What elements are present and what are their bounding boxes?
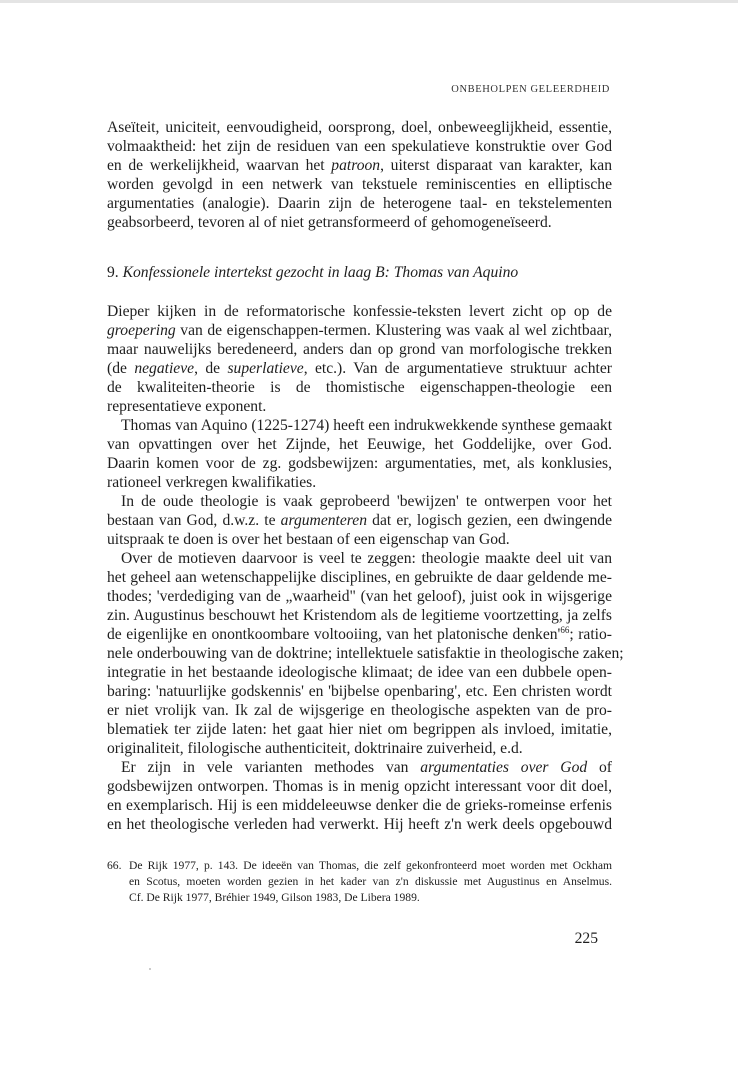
footnote-ref[interactable]: 66	[560, 624, 570, 635]
text-line: er niet vrolijk van. Ik zal de wijsgerige en theologische aspekten van de pro-	[107, 702, 612, 719]
text-line: blematiek ter zijde laten: het gaat hier niet om begrippen als invloed, imitatie,	[107, 721, 612, 738]
section-heading	[107, 263, 518, 282]
body-text	[107, 302, 624, 834]
text-line: rationeel verkregen kwalifikaties.	[107, 474, 317, 491]
text-line: In de oude theologie is vaak geprobeerd 'bewijzen' te ontwerpen voor het	[121, 493, 612, 510]
footnotes	[107, 858, 612, 906]
text-line: de kwaliteiten-theorie is de thomistische eigenschappen-theologie een	[107, 379, 612, 396]
text-line: maar nauwelijks beredeneerd, anders dan op grond van morfologische trekken	[107, 341, 612, 358]
footnote-label: 66.	[107, 859, 122, 872]
text-line: Daarin komen voor de zg. godsbewijzen: argumentaties, met, als konklusies,	[107, 455, 612, 472]
section-title: Konfessionele intertekst gezocht in laag B: Thomas van Aquino	[122, 264, 519, 281]
footnote-text: De Rijk 1977, p. 143. De ideeën van Thomas, die zelf gekonfronteerd moet worden met Ockham	[129, 859, 612, 872]
text-line: Er zijn in vele varianten methodes van argumentaties over God of	[121, 759, 612, 776]
text-line: integratie in het bestaande ideologische klimaat; de idee van een dubbele open-	[107, 664, 612, 681]
text-line: baring: 'natuurlijke godskennis' en 'bijbelse openbaring', etc. Een christen wordt	[107, 683, 612, 700]
text-line: en de werkelijkheid, waarvan het patroon, uiterst disparaat van karakter, kan	[107, 157, 612, 174]
text-line: het geheel aan wetenschappelijke disciplines, en gebruikte de daar geldende me-	[107, 569, 612, 586]
text-line: uitspraak te doen is over het bestaan of een eigenschap van God.	[107, 531, 510, 548]
text-line: van opvattingen over het Zijnde, het Eeuwige, het Goddelijke, over God.	[107, 436, 612, 453]
text-line: representatieve exponent.	[107, 398, 267, 415]
footnote-line	[107, 890, 612, 906]
footnote-text: Cf. De Rijk 1977, Bréhier 1949, Gilson 1983, De Libera 1989.	[129, 891, 420, 904]
text-line: argumentaties (analogie). Daarin zijn de heterogene taal- en tekstelementen	[107, 195, 612, 212]
footnote-line	[107, 858, 612, 874]
text-line: en exemplarisch. Hij is een middeleeuwse denker die de grieks-romeinse erfenis	[107, 797, 612, 814]
text-line: nele onderbouwing van de doktrine; intellektuele satisfaktie in theologische zaken;	[107, 645, 624, 662]
text-line: (de negatieve, de superlatieve, etc.). Van de argumentatieve struktuur achter	[107, 360, 612, 377]
scan-top-edge	[0, 0, 738, 3]
text-line: volmaaktheid: het zijn de residuen van een spekulatieve konstruktie over God	[107, 138, 612, 155]
text-line: geabsorbeerd, tevoren al of niet getransformeerd of gehomogeneïseerd.	[107, 214, 552, 231]
text-line: bestaan van God, d.w.z. te argumenteren dat er, logisch gezien, een dwingende	[107, 512, 612, 529]
text-line: Thomas van Aquino (1225-1274) heeft een indrukwekkende synthese gemaakt	[121, 417, 613, 434]
text-line: groepering van de eigenschappen-termen. Klustering was vaak al wel zichtbaar,	[107, 322, 612, 339]
text-line: de eigenlijke en onontkoombare voltooiing, van het platonische $denken'^{66}$; ratio-	[107, 624, 612, 643]
text-line: originaliteit, filologische authenticiteit, doktrinaire zuiverheid, e.d.	[107, 740, 523, 757]
running-head: ONBEHOLPEN GELEERDHEID	[451, 84, 610, 95]
text-line: Dieper kijken in de reformatorische konfessie-teksten levert zicht op op de	[107, 303, 612, 320]
text-line: thodes; 'verdediging van de „waarheid" (van het geloof), juist ook in wijsgerige	[107, 588, 612, 605]
text-line: en het theologische verleden had verwerkt. Hij heeft z'n werk deels opgebouwd	[107, 816, 612, 833]
section-number: 9.	[107, 264, 119, 281]
scan-speck	[149, 968, 151, 970]
text-line: zin. Augustinus beschouwt het Kristendom als de legitieme voortzetting, ja zelfs	[107, 607, 612, 624]
text-line: godsbewijzen ontworpen. Thomas is in menig opzicht interessant voor dit doel,	[107, 778, 612, 795]
text-line: Aseïteit, uniciteit, eenvoudigheid, oorsprong, doel, onbeweeglijkheid, essentie,	[107, 119, 612, 136]
intro-paragraph	[107, 118, 612, 232]
footnote-line	[107, 874, 612, 890]
footnote-text: en Scotus, moeten worden gezien in het kader van z'n diskussie met Augustinus en Anselmus.	[129, 875, 612, 888]
page-number: 225	[574, 930, 598, 947]
text-line: worden gevolgd in een netwerk van tekstuele reminiscenties en elliptische	[107, 176, 612, 193]
text-line: Over de motieven daarvoor is veel te zeggen: theologie maakte deel uit van	[121, 550, 612, 567]
